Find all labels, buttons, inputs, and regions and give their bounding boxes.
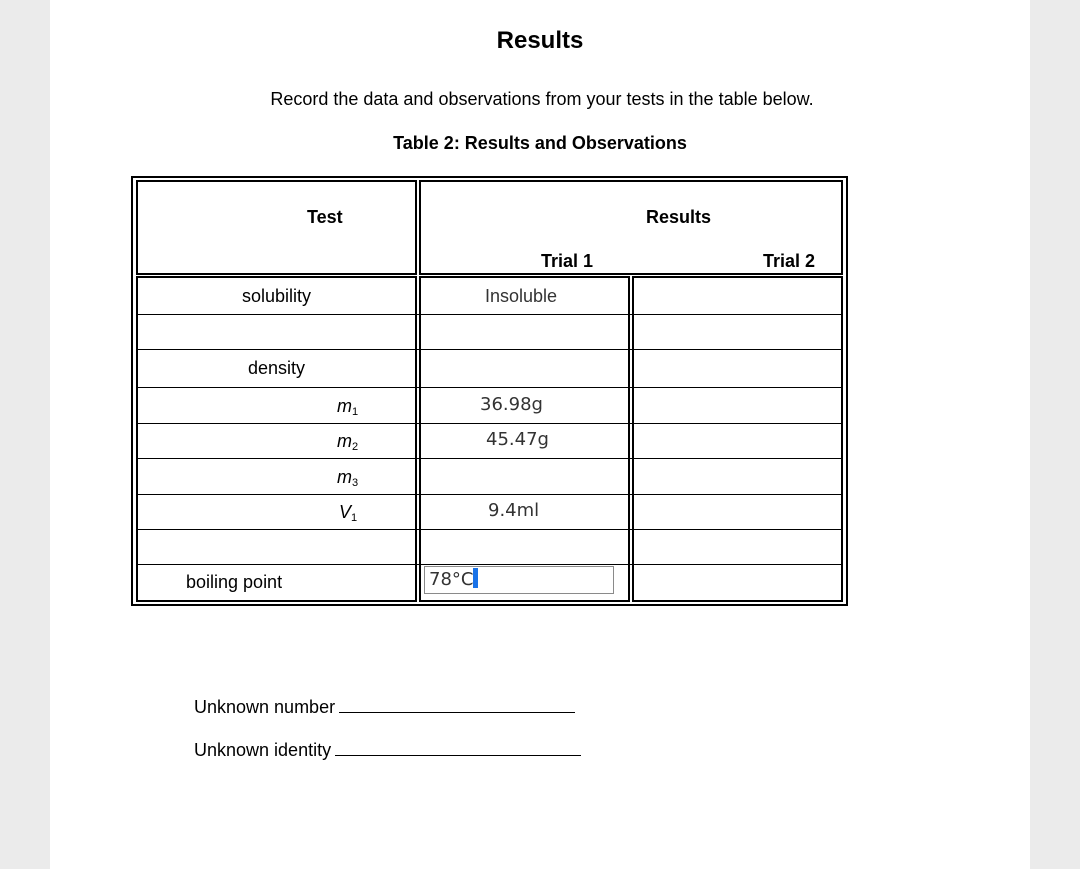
row-divider <box>138 564 841 565</box>
row-label-density: density <box>247 358 306 378</box>
row-divider <box>138 494 841 495</box>
test-column <box>136 276 417 602</box>
header-trial-2: Trial 2 <box>763 251 816 271</box>
header-results: Results <box>646 207 712 227</box>
row-label-m1: $m_1$ <box>337 396 359 418</box>
row-divider <box>138 458 841 459</box>
input-value: 78°C <box>429 569 474 590</box>
row-divider <box>138 529 841 530</box>
unknown-identity-label: Unknown identity <box>194 740 332 760</box>
unknown-identity-blank[interactable] <box>335 739 581 756</box>
row-label-boiling-point: boiling point <box>186 572 283 592</box>
m2-trial1-field[interactable]: 45.47g <box>486 429 549 450</box>
table-caption: Table 2: Results and Observations <box>393 133 687 153</box>
boiling-point-trial1-input[interactable] <box>424 566 614 594</box>
row-label-m3: $m_3$ <box>337 467 359 489</box>
text-caret <box>473 568 478 588</box>
row-label-solubility: solubility <box>241 286 312 306</box>
row-divider <box>138 314 841 315</box>
row-label-v1: $V_1$ <box>339 502 358 524</box>
unknown-number-label: Unknown number <box>194 697 336 717</box>
row-divider <box>138 423 841 424</box>
row-label-m2: $m_2$ <box>337 431 359 453</box>
unknown-number-blank[interactable] <box>339 696 575 713</box>
unknown-number-line <box>194 696 575 718</box>
header-test: Test <box>307 207 343 227</box>
header-trial-1: Trial 1 <box>541 251 594 271</box>
row-divider <box>138 349 841 350</box>
v1-trial1-field[interactable]: 9.4ml <box>488 500 540 521</box>
page-title: Results <box>496 27 584 54</box>
trial2-column <box>632 276 843 602</box>
unknown-identity-line <box>194 739 581 761</box>
solubility-trial1-field[interactable]: Insoluble <box>485 286 558 306</box>
m1-trial1-field[interactable]: 36.98g <box>480 394 543 415</box>
row-divider <box>138 387 841 388</box>
header-cell-test <box>136 180 417 275</box>
instructions-text: Record the data and observations from your tests in the table below. <box>270 89 814 109</box>
